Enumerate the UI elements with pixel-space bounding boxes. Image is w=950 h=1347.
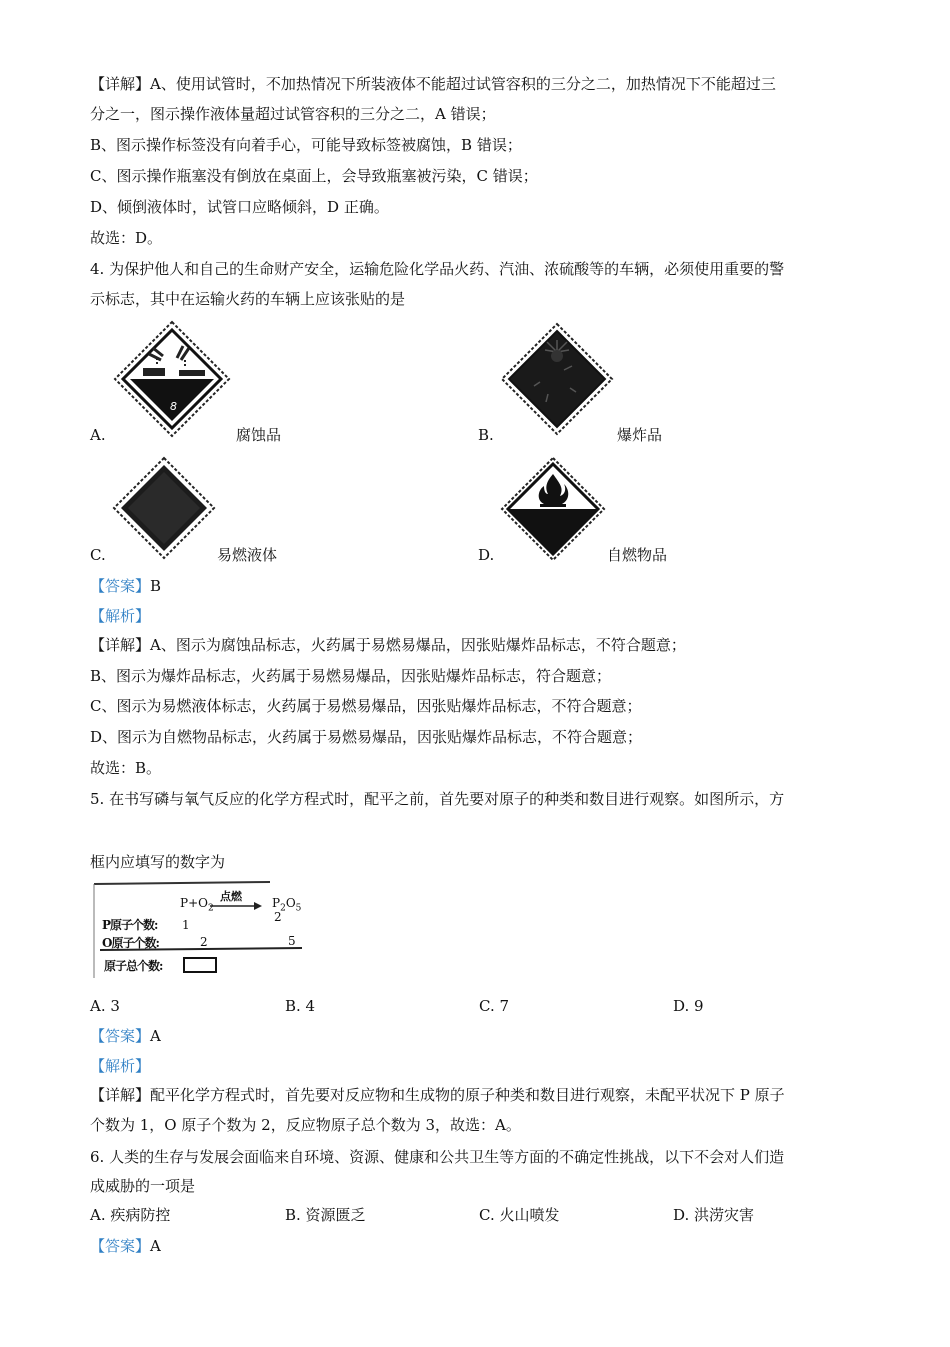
q3-exp-line-6: 故选：D。: [90, 229, 163, 247]
q5-option-b: B. 4: [285, 997, 316, 1015]
q6-stem-line-2: 成威胁的一项是: [90, 1177, 196, 1195]
q5-exp-line-1: 【详解】配平化学方程式时，首先要对反应物和生成物的原子种类和数目进行观察，未配平状况下 P 原子: [90, 1086, 785, 1104]
answer-tag: 【答案】: [90, 1237, 151, 1255]
q3-exp-line-1: 【详解】A、使用试管时，不加热情况下所装液体不能超过试管容积的三分之二，加热情况下不能超过三: [90, 75, 776, 93]
o-right-count: 5: [288, 934, 296, 948]
q4-exp-line-4: D、图示为自燃物品标志，火药属于易燃易爆品，因张贴爆炸品标志，不符合题意；: [90, 728, 643, 746]
condition-label: 点燃: [220, 890, 242, 903]
q5-answer: [90, 1025, 161, 1047]
answer-tag: 【答案】: [90, 577, 151, 595]
q4-answer: [90, 575, 161, 597]
q3-exp-line-2: 分之一，图示操作液体量超过试管容积的三分之二，A 错误；: [90, 105, 496, 123]
q6-answer: [90, 1235, 161, 1257]
option-c-letter: C.: [90, 546, 106, 564]
q5-option-a: A. 3: [90, 997, 120, 1015]
option-a-caption: 腐蚀品: [236, 426, 282, 444]
answer-value: A: [150, 1237, 161, 1255]
q4-stem-line-2: 示标志，其中在运输火药的车辆上应该张贴的是: [90, 290, 406, 308]
corrosive-sign-icon: [113, 320, 231, 438]
p-left-count: 1: [182, 918, 190, 932]
q4-exp-line-1: 【详解】A、图示为腐蚀品标志，火药属于易燃易爆品，因张贴爆炸品标志，不符合题意；: [90, 636, 686, 654]
atom-count-figure: [92, 880, 304, 980]
answer-value: B: [150, 577, 162, 595]
q3-exp-line-4: C、图示操作瓶塞没有倒放在桌面上，会导致瓶塞被污染，C 错误；: [90, 167, 538, 185]
q4-stem-line-1: 4. 为保护他人和自己的生命财产安全，运输危险化学品火药、汽油、浓硫酸等的车辆，必须使用重要的警: [90, 260, 785, 278]
spontaneous-combustion-sign-icon: [500, 456, 606, 562]
answer-tag: 【答案】: [90, 1027, 151, 1045]
option-b-caption: 爆炸品: [617, 426, 663, 444]
option-b-letter: B.: [478, 426, 494, 444]
answer-value: A: [150, 1027, 161, 1045]
option-d-caption: 自燃物品: [607, 546, 668, 564]
q4-exp-line-2: B、图示为爆炸品标志，火药属于易燃易爆品，因张贴爆炸品标志，符合题意；: [90, 667, 612, 685]
q5-option-c: C. 7: [479, 997, 510, 1015]
q3-exp-line-5: D、倾倒液体时，试管口应略倾斜，D 正确。: [90, 198, 389, 216]
p-right-count: 2: [274, 910, 282, 924]
q4-exp-line-5: 故选：B。: [90, 759, 162, 777]
q6-option-b: B. 资源匮乏: [285, 1206, 366, 1224]
q5-stem-line-1: 5. 在书写磷与氧气反应的化学方程式时，配平之前，首先要对原子的种类和数目进行观察。如图所示，方: [90, 790, 785, 808]
q5-stem-line-2: 框内应填写的数字为: [90, 853, 226, 871]
o-subscript: 5: [295, 903, 302, 914]
q6-option-a: A. 疾病防控: [90, 1206, 171, 1224]
q5-option-d: D. 9: [673, 997, 704, 1015]
q6-stem-line-1: 6. 人类的生存与发展会面临来自环境、资源、健康和公共卫生等方面的不确定性挑战，以下不会对人们造: [90, 1148, 785, 1166]
total-atom-label: 原子总个数:: [104, 959, 163, 973]
product-p: P: [272, 896, 281, 910]
option-d-letter: D.: [478, 546, 495, 564]
q5-exp-line-2: 个数为 1，O 原子个数为 2，反应物原子总个数为 3，故选：A。: [90, 1116, 521, 1134]
explosive-sign-icon: [500, 322, 614, 436]
o-atom-label: O原子个数:: [102, 936, 159, 950]
q6-option-c: C. 火山喷发: [479, 1206, 560, 1224]
p-atom-label: P原子个数:: [102, 918, 158, 932]
q4-exp-line-3: C、图示为易燃液体标志，火药属于易燃易爆品，因张贴爆炸品标志，不符合题意；: [90, 697, 642, 715]
class-number: 8: [170, 400, 177, 413]
option-c-caption: 易燃液体: [217, 546, 278, 564]
q4-analysis-tag: 【解析】: [90, 607, 151, 625]
q3-exp-line-3: B、图示操作标签没有向着手心，可能导致标签被腐蚀，B 错误；: [90, 136, 522, 154]
option-a-letter: A.: [90, 426, 106, 444]
reactants: P+O: [180, 896, 208, 910]
q6-option-d: D. 洪涝灾害: [673, 1206, 755, 1224]
o2-subscript: 2: [207, 903, 214, 914]
product-o: O: [285, 896, 296, 910]
flammable-liquid-sign-icon: [112, 456, 216, 560]
o-left-count: 2: [200, 935, 208, 949]
q5-analysis-tag: 【解析】: [90, 1057, 151, 1075]
p-subscript: 2: [280, 903, 286, 914]
